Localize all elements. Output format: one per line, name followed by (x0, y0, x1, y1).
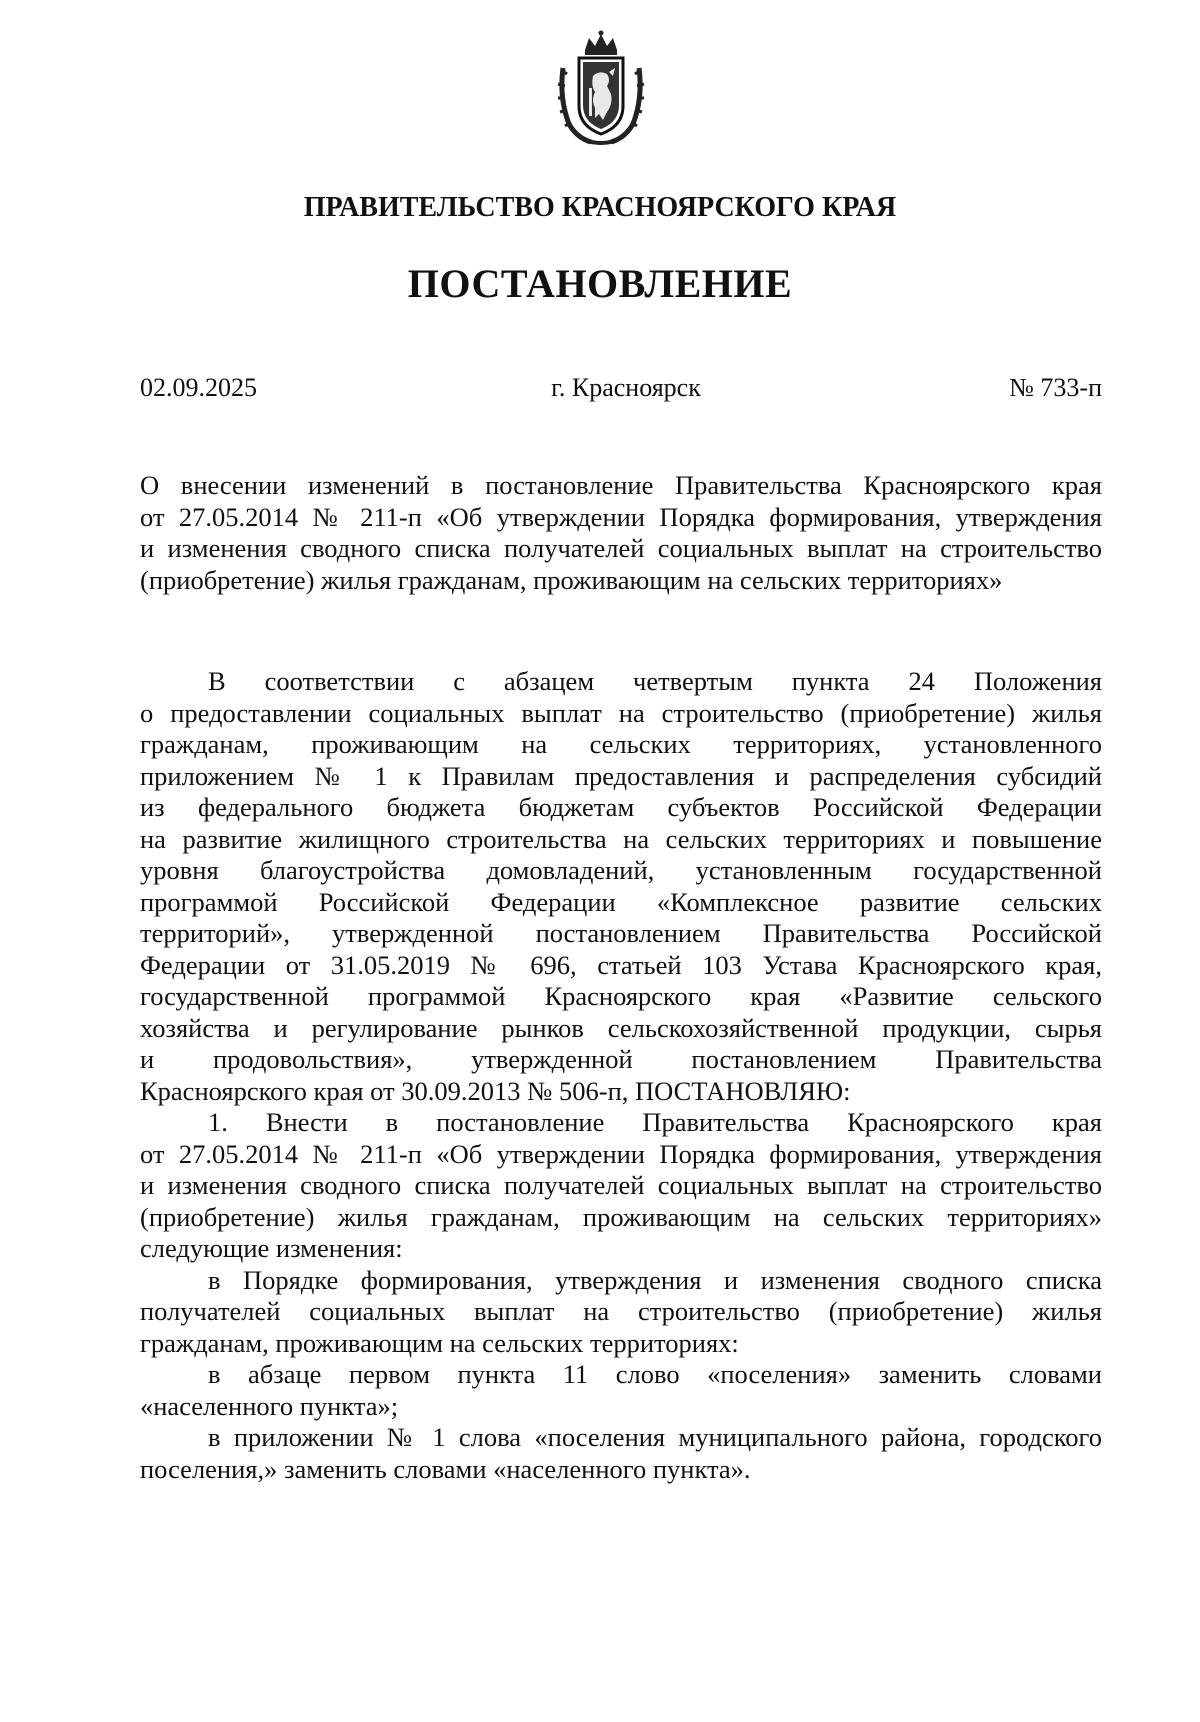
body-line: и изменения сводного списка получателей социальных выплат на строительство (140, 1170, 1102, 1200)
body-line: 1. Внести в постановление Правительства Красноярского края (208, 1107, 1102, 1137)
body-line: получателей социальных выплат на строительство (приобретение) жилья (140, 1296, 1102, 1326)
body-line: «населенного пункта»; (140, 1390, 399, 1421)
title-line: и изменения сводного списка получателей социальных выплат на строительство (140, 533, 1102, 563)
body-line: уровня благоустройства домовладений, установленным государственной (140, 855, 1102, 885)
body-line: поселения,» заменить словами «населенного пункта». (140, 1453, 751, 1484)
body-line: (приобретение) жилья гражданам, проживающим на сельских территориях» (140, 1201, 1102, 1232)
body-line: государственной программой Красноярского края «Развитие сельского (140, 981, 1102, 1011)
body-line: территорий», утвержденной постановлением Правительства Российской (140, 918, 1102, 948)
body-line: в приложении № 1 слова «поселения муниципального района, городского (208, 1422, 1102, 1452)
document-number: № 733-п (1009, 373, 1102, 402)
body-line: в Порядке формирования, утверждения и изменения сводного списка (208, 1264, 1102, 1295)
document-type: ПОСТАНОВЛЕНИЕ (407, 261, 793, 306)
body-line: о предоставлении социальных выплат на строительство (приобретение) жилья (140, 697, 1102, 728)
body-line: хозяйства и регулирование рынков сельскохозяйственной продукции, сырья (140, 1012, 1102, 1043)
body-line: приложением № 1 к Правилам предоставления и распределения субсидий (140, 760, 1102, 791)
body-line: в абзаце первом пункта 11 слово «поселения» заменить словами (208, 1359, 1102, 1389)
title-line: О внесении изменений в постановление Правительства Красноярского края (140, 470, 1102, 500)
title-line: (приобретение) жилья гражданам, проживающим на сельских территориях» (140, 564, 1003, 595)
body-line: Красноярского края от 30.09.2013 № 506-п, ПОСТАНОВЛЯЮ: (140, 1075, 851, 1106)
body-line: гражданам, проживающим на сельских территориях, установленного (140, 729, 1102, 759)
title-line: от 27.05.2014 № 211-п «Об утверждении Порядка формирования, утверждения (140, 501, 1102, 532)
body-line: от 27.05.2014 № 211-п «Об утверждении Порядка формирования, утверждения (140, 1138, 1102, 1169)
body-line: из федерального бюджета бюджетам субъектов Российской Федерации (140, 792, 1102, 822)
document-city: г. Красноярск (551, 373, 701, 402)
body-line: гражданам, проживающим на сельских территориях: (140, 1327, 739, 1358)
organization-name: ПРАВИТЕЛЬСТВО КРАСНОЯРСКОГО КРАЯ (303, 192, 897, 223)
body-line: на развитие жилищного строительства на сельских территориях и повышение (140, 823, 1102, 854)
body-line: следующие изменения: (140, 1233, 403, 1263)
coat-of-arms-icon (555, 28, 647, 148)
body-line: программой Российской Федерации «Комплексное развитие сельских (140, 886, 1102, 917)
document-date: 02.09.2025 (140, 373, 257, 402)
body-line: и продовольствия», утвержденной постановлением Правительства (140, 1044, 1102, 1074)
document-body (140, 666, 1102, 1485)
document-title (140, 470, 1102, 596)
body-line: Федерации от 31.05.2019 № 696, статьей 103 Устава Красноярского края, (140, 949, 1102, 980)
body-line: В соответствии с абзацем четвертым пункта 24 Положения (208, 666, 1102, 696)
